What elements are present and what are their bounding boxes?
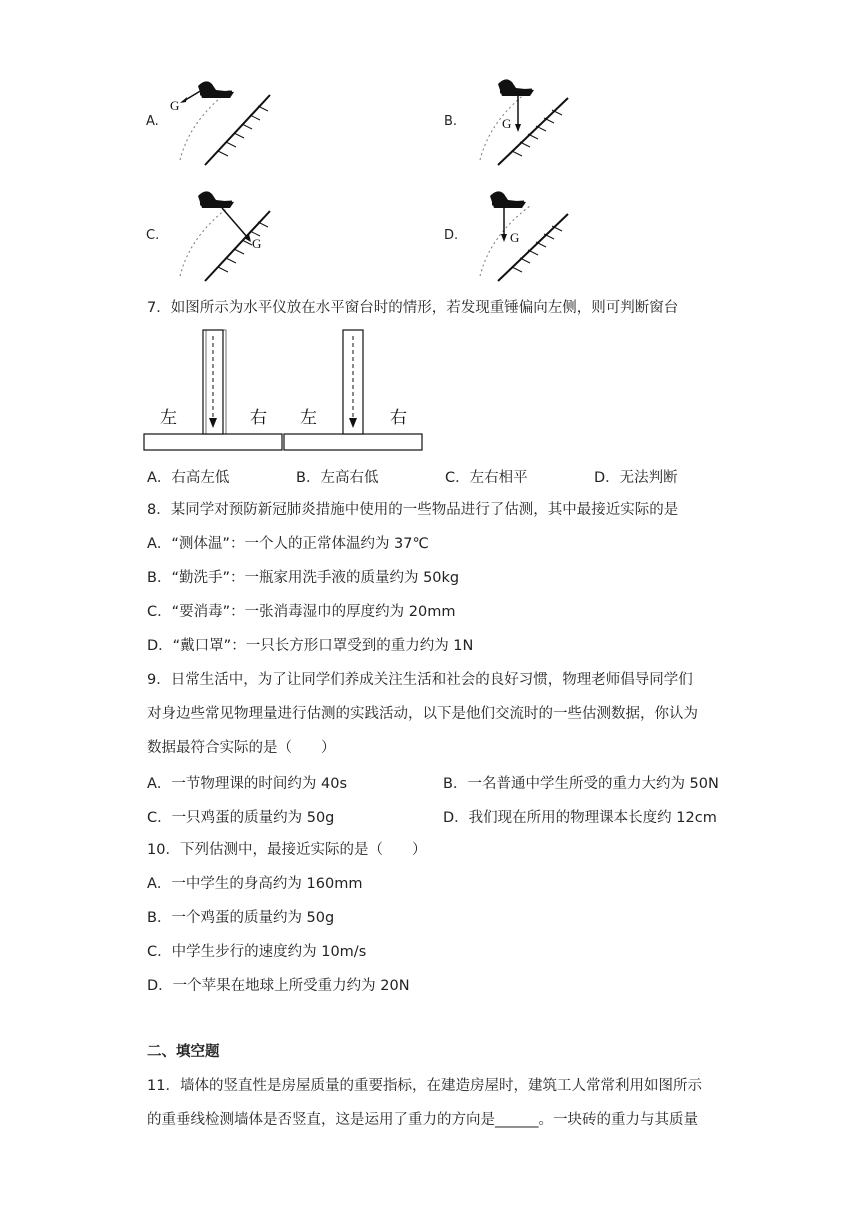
q11-stem-line-2: 的重垂线检测墙体是否竖直，这是运用了重力的方向是______。一块砖的重力与其质量 [147, 1112, 698, 1128]
level-instrument-figure [140, 326, 440, 456]
section-title: 二、填空题 [147, 1044, 220, 1060]
q7-option-d[interactable]: D．无法判断 [594, 470, 678, 486]
q9-option-a[interactable]: A．一节物理课的时间约为 40s [147, 776, 348, 792]
g-label-a: G [170, 98, 180, 113]
option-b-label: B. [444, 114, 458, 129]
q7-option-c[interactable]: C．左右相平 [445, 470, 528, 486]
option-d-label: D. [444, 228, 459, 243]
q8-stem: 8．某同学对预防新冠肺炎措施中使用的一些物品进行了估测，其中最接近实际的是 [147, 502, 679, 518]
q9-stem-line-2: 对身边些常见物理量进行估测的实践活动，以下是他们交流时的一些估测数据，你认为 [147, 706, 698, 722]
skier-figure-d [460, 186, 590, 286]
q10-option-c[interactable]: C．中学生步行的速度约为 10m/s [147, 944, 367, 960]
q9-option-c[interactable]: C．一只鸡蛋的质量约为 50g [147, 810, 335, 826]
q10-option-a[interactable]: A．一中学生的身高约为 160mm [147, 876, 363, 892]
option-a-label: A. [146, 114, 159, 129]
q9-option-b[interactable]: B．一名普通中学生所受的重力大约为 50N [443, 776, 719, 792]
q10-option-d[interactable]: D．一个苹果在地球上所受重力约为 20N [147, 978, 410, 994]
q9-stem-line-1: 9．日常生活中，为了让同学们养成关注生活和社会的良好习惯，物理老师倡导同学们 [147, 672, 693, 688]
q9-option-d[interactable]: D．我们现在所用的物理课本长度约 12cm [443, 810, 717, 826]
q7-option-b[interactable]: B．左高右低 [296, 470, 379, 486]
level-right-label-2: 右 [390, 408, 407, 428]
q8-option-a[interactable]: A．“测体温”：一个人的正常体温约为 37℃ [147, 536, 429, 552]
option-c-label: C. [146, 228, 160, 243]
level-right-label-1: 右 [250, 408, 267, 428]
q10-stem: 10．下列估测中，最接近实际的是（ ） [147, 842, 427, 858]
q7-option-a[interactable]: A．右高左低 [147, 470, 230, 486]
g-label-c: G [252, 236, 262, 251]
q8-option-c[interactable]: C．“要消毒”：一张消毒湿巾的厚度约为 20mm [147, 604, 456, 620]
g-label-b: G [502, 116, 512, 131]
q10-option-b[interactable]: B．一个鸡蛋的质量约为 50g [147, 910, 335, 926]
q7-stem: 7．如图所示为水平仪放在水平窗台时的情形，若发现重锤偏向左侧，则可判断窗台 [147, 300, 679, 316]
q8-option-d[interactable]: D．“戴口罩”：一只长方形口罩受到的重力约为 1N [147, 638, 474, 654]
q9-stem-line-3: 数据最符合实际的是（ ） [147, 740, 336, 756]
q11-stem-line-1: 11．墙体的竖直性是房屋质量的重要指标，在建造房屋时，建筑工人常常利用如图所示 [147, 1078, 702, 1094]
skier-figure-c [160, 186, 290, 286]
level-left-label-2: 左 [300, 408, 317, 428]
skier-figure-a [160, 70, 290, 170]
g-label-d: G [510, 230, 520, 245]
level-left-label-1: 左 [160, 408, 177, 428]
skier-figure-b [460, 70, 590, 170]
q8-option-b[interactable]: B．“勤洗手”：一瓶家用洗手液的质量约为 50kg [147, 570, 460, 586]
